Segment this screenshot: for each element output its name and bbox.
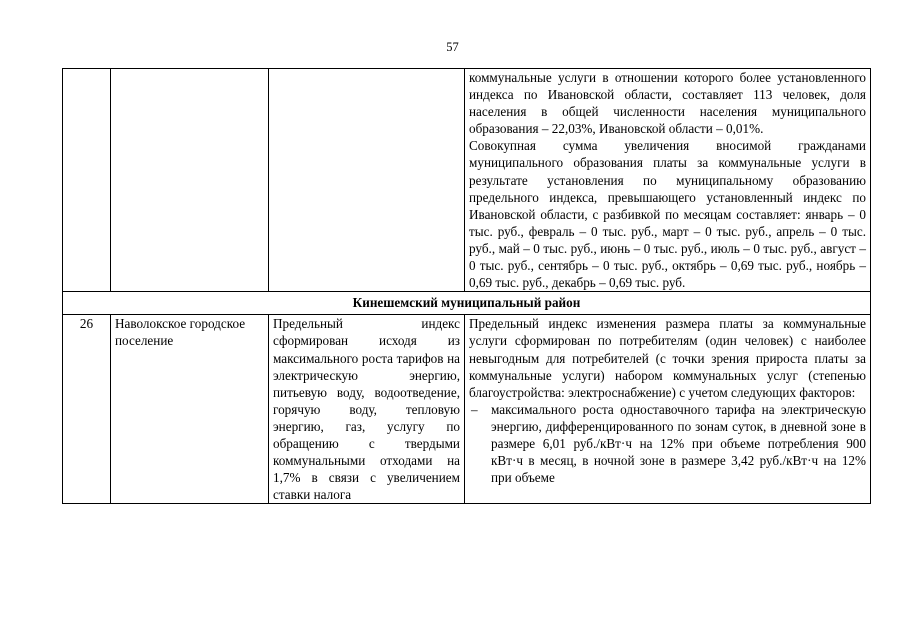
row-number-cell	[63, 69, 111, 292]
dash-bullet-icon: –	[471, 401, 478, 417]
section-title: Кинешемский муниципальный район	[63, 292, 871, 315]
factors-cell	[465, 69, 871, 292]
factor-list	[469, 401, 866, 486]
list-item	[469, 401, 866, 486]
municipality-name-cell	[111, 69, 269, 292]
section-header-row	[63, 292, 871, 315]
municipality-name-cell: Наволокское городское поселение	[111, 315, 269, 504]
factors-cell	[465, 315, 871, 504]
table-row-26	[63, 315, 871, 504]
justification-cell	[269, 69, 465, 292]
page-number: 57	[446, 40, 459, 54]
paragraph: коммунальные услуги в отношении которого более установленного индекса по Ивановской области, составляет 113 человек, доля населения в общей численности населения муниципального образования – 22,03%, Ивановской области – 0,01%.	[469, 70, 866, 137]
table-row-continuation	[63, 69, 871, 292]
list-item-text: максимального роста одноставочного тарифа на электрическую энергию, дифференцированного по зонам суток, в дневной зоне в размере 6,01 руб./кВт·ч на 12% при объеме потребления 900 кВт·ч в месяц, в ночной зоне в размере 3,42 руб./кВт·ч на 12% при объеме	[491, 401, 866, 486]
paragraph: Совокупная сумма увеличения вносимой гражданами муниципального образования платы за коммунальные услуги в результате установления по муниципальному образованию предельного индекса, превышающего установленный индекс по Ивановской области, с разбивкой по месяцам составляет: январь – 0 тыс. руб., февраль – 0 тыс. руб., март – 0 тыс. руб., апрель – 0 тыс. руб., май – 0 тыс. руб., июнь – 0 тыс. руб., июль – 0 тыс. руб., август – 0 тыс. руб., сентябрь – 0 тыс. руб., октябрь – 0,69 тыс. руб., ноябрь – 0,69 тыс. руб., декабрь – 0,69 тыс. руб.	[469, 138, 866, 291]
row-number-cell: 26	[63, 315, 111, 504]
document-table	[62, 68, 871, 504]
justification-cell: Предельный индекс сформирован исходя из максимального роста тарифов на электрическую энергию, питьевую воду, водоотведение, горячую воду, тепловую энергию, газ, услугу по обращению с твердыми коммунальными отходами на 1,7% в связи с увеличением ставки налога	[269, 315, 465, 504]
intro-paragraph: Предельный индекс изменения размера платы за коммунальные услуги сформирован по потребителям (один человек) с наиболее невыгодным для потребителей (с точки зрения прироста платы за коммунальные услуги) набором коммунальных услуг (степенью благоустройства: электроснабжение) с учетом следующих факторов:	[469, 316, 866, 400]
